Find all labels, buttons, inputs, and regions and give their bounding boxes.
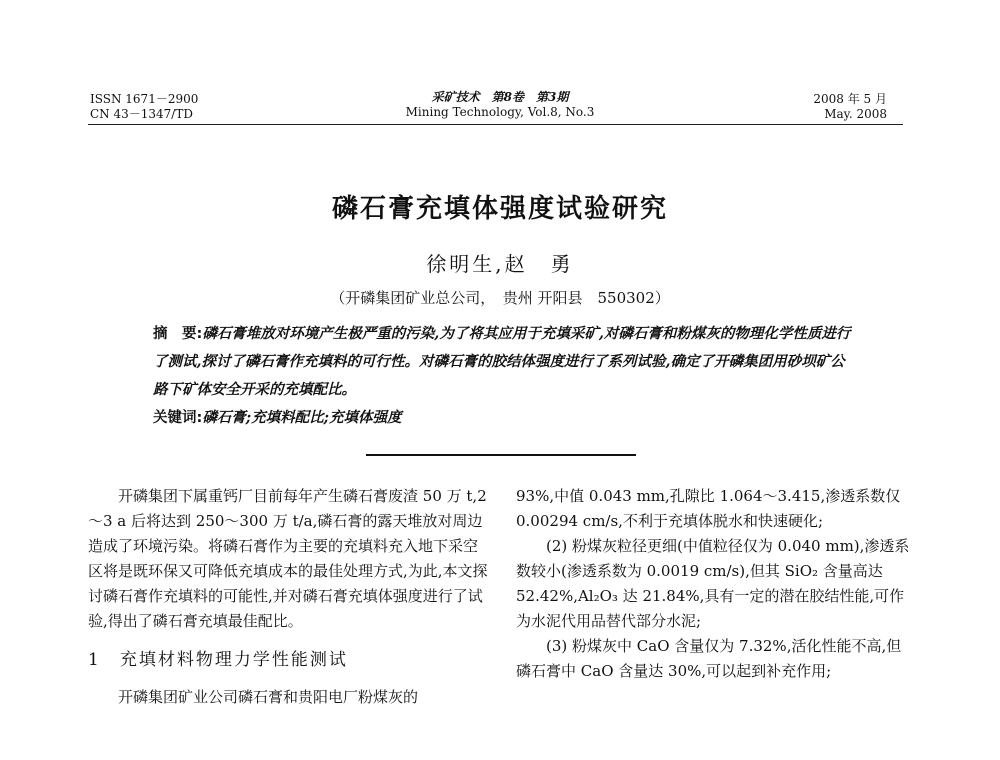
abstract-text: 磷石膏堆放对环境产生极严重的污染,为了将其应用于充填采矿,对磷石膏和粉煤灰的物理化学性质进行了测试,探讨了磷石膏作充填料的可行性。对磷石膏的胶结体强度进行了系列试验,确定了开磷集团用砂坝矿公路下矿体安全开采的充填配比。 [153,325,851,398]
paper-authors: 徐明生,赵 勇 [426,252,574,276]
body-column-right [516,484,916,684]
keywords-text: 磷石膏;充填料配比;充填体强度 [202,409,402,426]
paper-affiliation: （开磷集团矿业总公司， 贵州 开阳县 550302） [330,289,670,307]
journal-name-en: Mining Technology, Vol.8, No.3 [405,105,595,119]
keywords-label: 关键词: [153,410,203,426]
issn-line: ISSN 1671－2900 [90,92,199,106]
abstract-paragraph [153,320,853,404]
abstract-label: 摘 要: [153,326,203,342]
journal-name-cn: 采矿技术 第8卷 第3期 [431,90,569,104]
header-rule [88,124,903,125]
abstract-divider [366,454,636,456]
item-2-paragraph: (2) 粉煤灰粒径更细(中值粒径仅为 0.040 mm),渗透系数较小(渗透系数为 0.0019 cm/s),但其 SiO₂ 含量高达 52.42%,Al₂O₃ 达 21.84%,具有一定的潜在胶结性能,可作为水泥代用品替代部分水泥; [516,537,910,630]
intro-paragraph: 开磷集团下属重钙厂目前每年产生磷石膏废渣 50 万 t,2～3 a 后将达到 250～300 万 t/a,磷石膏的露天堆放对周边造成了环境污染。将磷石膏作为主要的充填料充入地下采空区将是既环保又可降低充填成本的最佳处理方式,为此,本文探讨磷石膏作充填料的可能性,并对磷石膏充填体强度进行了试验,得出了磷石膏充填最佳配比。 [88,487,488,630]
abstract-block [153,320,853,432]
cn-line: CN 43－1347/TD [90,107,193,121]
body-column-left [88,484,488,710]
item-3-paragraph: (3) 粉煤灰中 CaO 含量仅为 7.32%,活化性能不高,但磷石膏中 CaO 含量达 30%,可以起到补充作用; [516,637,902,680]
paper-title: 磷石膏充填体强度试验研究 [331,194,668,224]
date-en: May. 2008 [824,107,887,121]
keywords-line [153,404,853,432]
section-1-heading: 1 充填材料物理力学性能测试 [88,650,348,670]
continued-paragraph: 93%,中值 0.043 mm,孔隙比 1.064～3.415,渗透系数仅 0.00294 cm/s,不利于充填体脱水和快速硬化; [516,487,901,530]
date-cn: 2008 年 5 月 [813,92,887,106]
journal-date-block [813,92,887,122]
section-1-paragraph: 开磷集团矿业公司磷石膏和贵阳电厂粉煤灰的 [118,688,419,706]
